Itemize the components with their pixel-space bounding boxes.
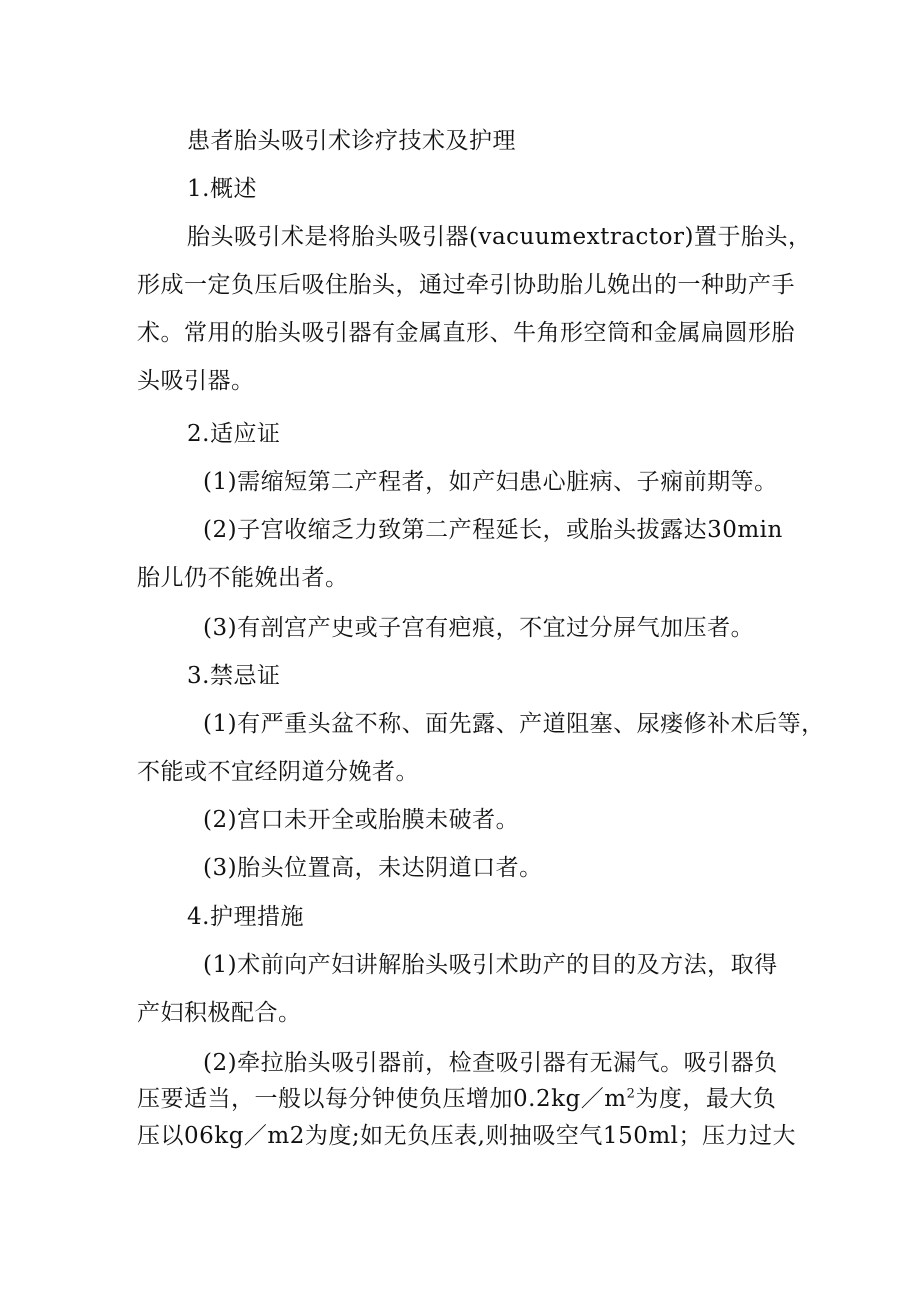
paragraph-line: (1)术前向产妇讲解胎头吸引术助产的目的及方法，取得 — [203, 952, 778, 978]
paragraph-line: (1)需缩短第二产程者，如产妇患心脏病、子痫前期等。 — [203, 469, 778, 495]
paragraph-line: (1)有严重头盆不称、面先露、产道阻塞、尿瘘修补术后等， — [203, 711, 825, 737]
superscript: 2 — [626, 1086, 636, 1102]
paragraph-line: 形成一定负压后吸住胎头，通过牵引协助胎儿娩出的一种助产手 — [137, 272, 795, 298]
paragraph-line: 术。常用的胎头吸引器有金属直形、牛角形空筒和金属扁圆形胎 — [137, 320, 795, 346]
paragraph-line: (2)牵拉胎头吸引器前，检查吸引器有无漏气。吸引器负 — [203, 1050, 778, 1076]
paragraph-line: (3)胎头位置高，未达阴道口者。 — [203, 855, 543, 881]
paragraph-line: 压以06kg／m2为度;如无负压表,则抽吸空气150ml；压力过大 — [137, 1123, 796, 1149]
paragraph-line: (2)子宫收缩乏力致第二产程延长，或胎头拔露达30min — [203, 517, 783, 543]
section-heading: 4.护理措施 — [187, 904, 304, 930]
paragraph-line — [137, 1084, 776, 1114]
paragraph-line: 头吸引器。 — [137, 368, 255, 394]
paragraph-line: (2)宫口未开全或胎膜未破者。 — [203, 807, 520, 833]
section-heading: 2.适应证 — [187, 421, 281, 447]
paragraph-line: 胎儿仍不能娩出者。 — [137, 565, 349, 591]
paragraph-line: 胎头吸引术是将胎头吸引器(vacuumextractor)置于胎头， — [187, 224, 812, 250]
section-heading: 1.概述 — [187, 176, 257, 202]
paragraph-line-text: 为度，最大负 — [635, 1086, 777, 1112]
document-title: 患者胎头吸引术诊疗技术及护理 — [187, 128, 516, 154]
paragraph-line-text: 压要适当，一般以每分钟使负压增加0.2kg／m — [137, 1086, 627, 1112]
paragraph-line: (3)有剖宫产史或子宫有疤痕，不宜过分屏气加压者。 — [203, 615, 755, 641]
paragraph-line: 不能或不宜经阴道分娩者。 — [137, 759, 419, 785]
paragraph-line: 产妇积极配合。 — [137, 1000, 302, 1026]
section-heading: 3.禁忌证 — [187, 663, 281, 689]
